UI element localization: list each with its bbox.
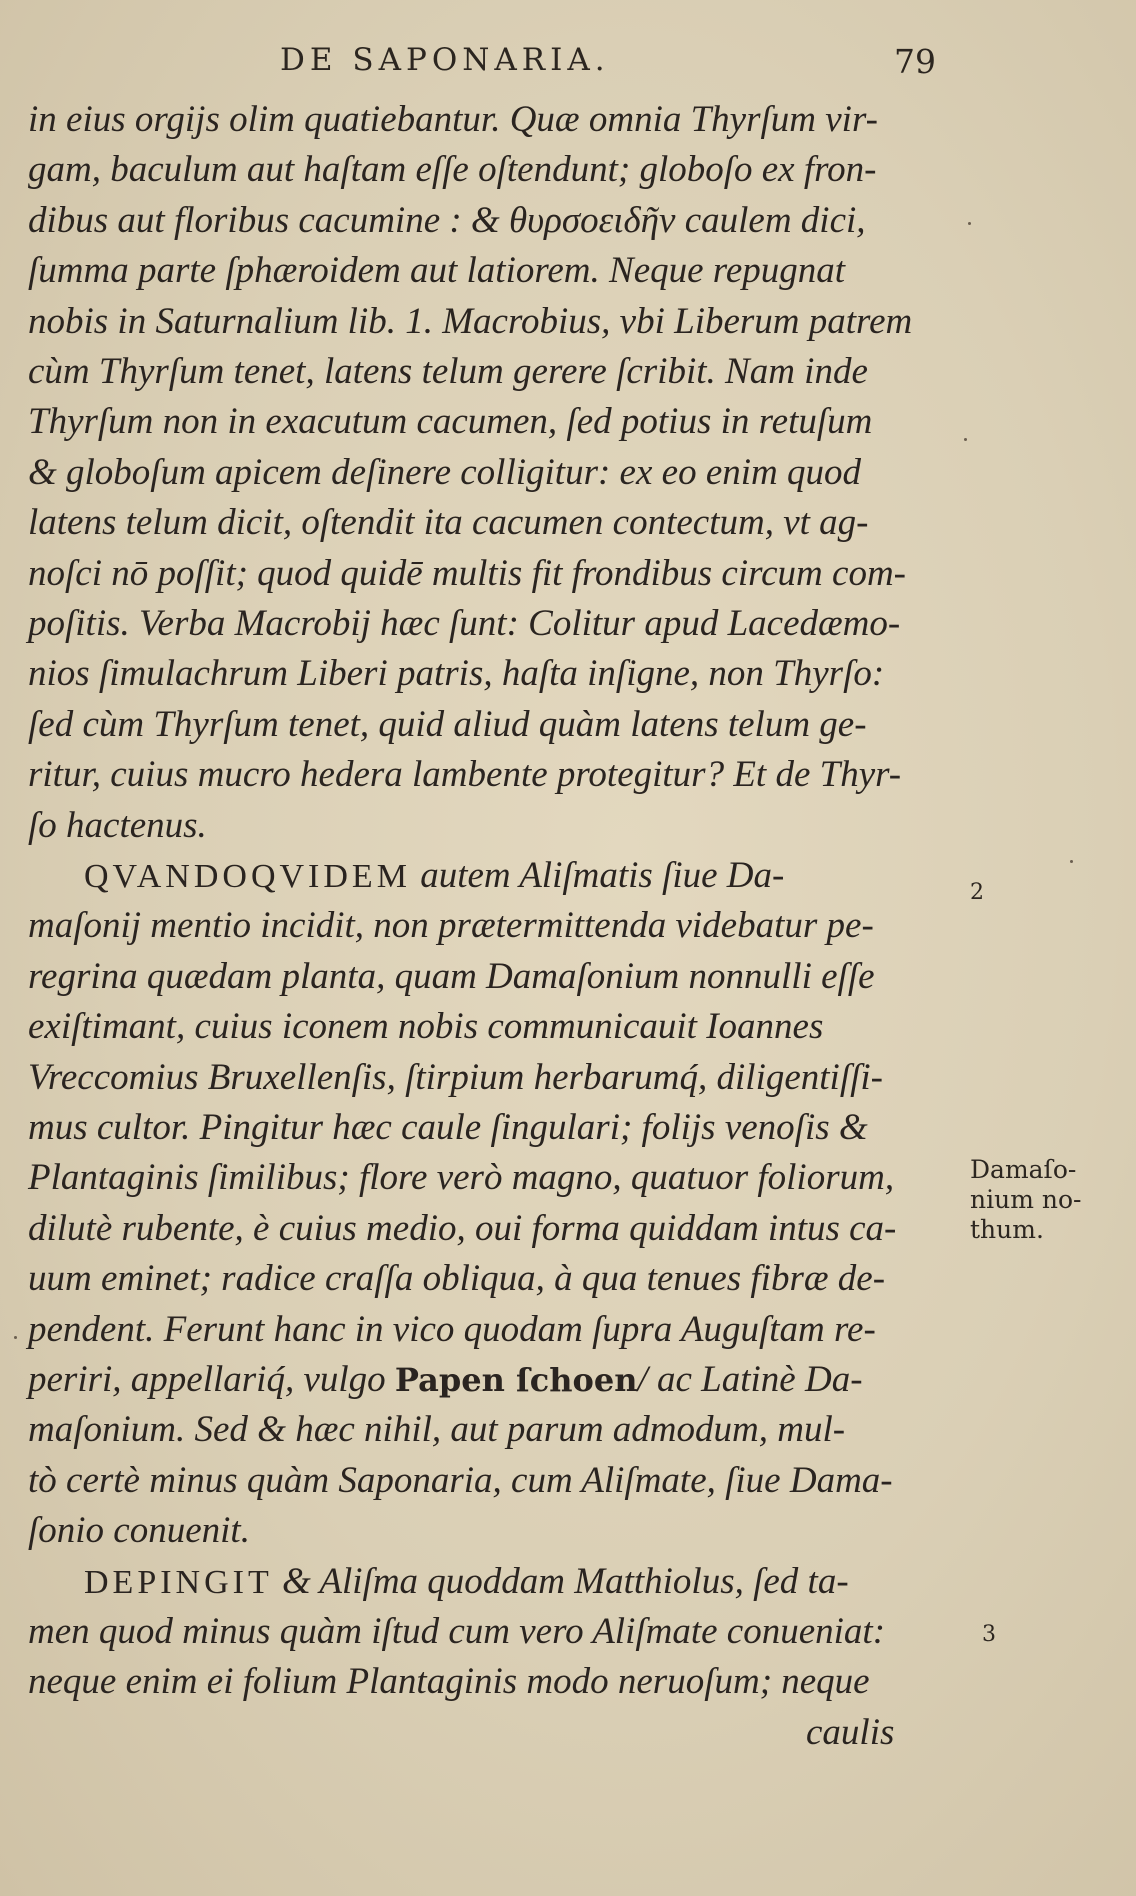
- text-line: [28, 598, 900, 650]
- line-text: in eius orgijs olim quatiebantur. Quæ omnia Thyrſum vir-: [28, 99, 878, 140]
- line-text: & Aliſma quoddam Matthiolus, ſed ta-: [272, 1560, 849, 1602]
- line-text: Vreccomius Bruxellenſis, ſtirpium herbarumq́, diligentiſſi-: [28, 1056, 883, 1098]
- margin-note-line: Damaſo-: [970, 1155, 1077, 1184]
- text-line: [28, 1304, 876, 1356]
- line-text: ſed cùm Thyrſum tenet, quid aliud quàm latens telum ge-: [28, 703, 867, 745]
- text-line: [28, 1505, 250, 1557]
- line-text: ſo hactenus.: [28, 804, 207, 846]
- line-text: tò certè minus quàm Saponaria, cum Aliſmate, ſiue Dama-: [28, 1459, 893, 1501]
- line-text: noſci nō poſſit; quod quidē multis fit frondibus circum com-: [28, 552, 906, 594]
- line-text: poſitis. Verba Macrobij hæc ſunt: Colitur apud Lacedæmo-: [28, 603, 901, 644]
- text-line: [28, 396, 872, 448]
- text-line: [28, 548, 906, 600]
- page-number: 79: [894, 42, 936, 81]
- text-line: [28, 447, 861, 499]
- text-line: [806, 1707, 894, 1759]
- text-line: [28, 1404, 845, 1456]
- text-line: [28, 1656, 870, 1708]
- text-line: [28, 699, 867, 751]
- line-text: ſumma parte ſphæroidem aut latiorem. Neque repugnat: [28, 250, 846, 292]
- ink-speck: [968, 222, 971, 225]
- line-text: pendent. Ferunt hanc in vico quodam ſupra Auguſtam re-: [28, 1308, 876, 1350]
- line-text: exiſtimant, cuius iconem nobis communicauit Ioannes: [28, 1006, 824, 1048]
- line-text: maſonium. Sed & hæc nihil, aut parum admodum, mul-: [28, 1409, 846, 1451]
- line-text: dibus aut floribus cacumine : & θυρσοειδῆν caulem dici,: [28, 199, 866, 241]
- line-text: gam, baculum aut haſtam eſſe oſtendunt; globoſo ex fron-: [28, 149, 877, 191]
- text-line: [28, 648, 884, 700]
- line-text-continued: / ac Latinè Da-: [637, 1359, 863, 1400]
- line-text: Plantaginis ſimilibus; flore verò magno, quatuor foliorum,: [28, 1157, 895, 1199]
- line-text: mus cultor. Pingitur hæc caule ſingulari; folijs venoſis &: [28, 1107, 868, 1148]
- text-line: [28, 497, 869, 549]
- text-line: [28, 94, 878, 146]
- ink-speck: [964, 438, 967, 441]
- blackletter-term: Papen ſchoen: [394, 1361, 638, 1399]
- text-line: [28, 1203, 896, 1255]
- running-head: [0, 42, 1136, 92]
- text-line: [28, 800, 207, 852]
- line-text: cùm Thyrſum tenet, latens telum gerere ſcribit. Nam inde: [28, 351, 868, 392]
- line-text: regrina quædam planta, quam Damaſonium nonnulli eſſe: [28, 955, 875, 997]
- line-text: men quod minus quàm iſtud cum vero Aliſmate conueniat:: [28, 1611, 886, 1652]
- line-text: latens telum dicit, oſtendit ita cacumen contectum, vt ag-: [28, 502, 869, 544]
- text-line: [28, 1253, 885, 1305]
- margin-note: [970, 1155, 1081, 1245]
- text-line: [28, 346, 868, 398]
- text-line: [84, 1556, 849, 1608]
- text-line: [28, 1606, 885, 1658]
- line-text: Thyrſum non in exacutum cacumen, ſed potius in retuſum: [28, 401, 873, 443]
- text-line: [28, 1102, 868, 1154]
- line-text: dilutè rubente, è cuius medio, oui forma quiddam intus ca-: [28, 1207, 897, 1249]
- line-text: ritur, cuius mucro hedera lambente protegitur? Et de Thyr-: [28, 754, 902, 796]
- ink-speck: [14, 1336, 17, 1339]
- text-line: [28, 245, 845, 297]
- text-line: [28, 1052, 883, 1104]
- text-line: [28, 1455, 893, 1507]
- line-text: neque enim ei folium Plantaginis modo neruoſum; neque: [28, 1661, 870, 1703]
- text-line: [28, 1354, 863, 1406]
- line-text: ſonio conuenit.: [28, 1510, 250, 1552]
- margin-note-line: thum.: [970, 1215, 1044, 1244]
- text-line: [28, 951, 875, 1003]
- running-title: DE SAPONARIA.: [280, 42, 610, 78]
- text-line: [28, 1152, 894, 1204]
- text-line: [28, 195, 866, 247]
- section-number-2: 2: [970, 880, 984, 905]
- margin-note-line: nium no-: [970, 1185, 1082, 1214]
- small-caps-initial: DEPINGIT: [84, 1563, 273, 1601]
- line-text: autem Aliſmatis ſiue Da-: [410, 855, 785, 896]
- line-text: maſonij mentio incidit, non prætermittenda videbatur pe-: [28, 905, 874, 947]
- text-line: [28, 900, 874, 952]
- ink-speck: [1070, 860, 1073, 863]
- text-line: [28, 749, 901, 801]
- text-line: [28, 144, 876, 196]
- line-text: caulis: [806, 1711, 895, 1753]
- text-line: [84, 850, 784, 902]
- section-number-3: 3: [982, 1622, 996, 1647]
- line-text: nios ſimulachrum Liberi patris, haſta inſigne, non Thyrſo:: [28, 653, 885, 695]
- small-caps-initial: QVANDOQVIDEM: [84, 858, 411, 895]
- line-text: nobis in Saturnalium lib. 1. Macrobius, vbi Liberum patrem: [28, 300, 913, 342]
- line-text: uum eminet; radice craſſa obliqua, à qua tenues fibræ de-: [28, 1258, 886, 1300]
- line-text: periri, appellariq́, vulgo: [28, 1359, 395, 1400]
- text-line: [28, 1001, 823, 1053]
- line-text: & globoſum apicem deſinere colligitur: ex eo enim quod: [28, 451, 861, 493]
- text-line: [28, 296, 912, 348]
